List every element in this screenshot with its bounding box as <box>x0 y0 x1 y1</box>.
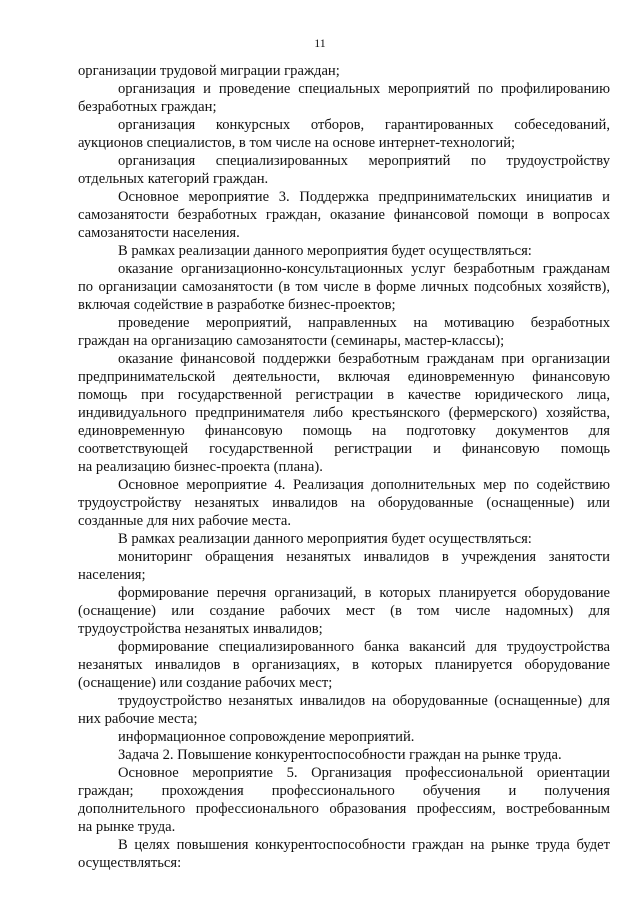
text-line: помощь при государственной регистрации в качестве юридического лица, <box>78 387 610 403</box>
text-line: В рамках реализации данного мероприятия будет осуществляться: <box>118 243 532 259</box>
text-line: граждан; прохождения профессионального обучения и получения <box>78 783 610 799</box>
text-line: соответствующей государственной регистрации и финансовую помощь <box>78 441 610 457</box>
text-line: единовременную финансовую помощь на подготовку документов для <box>78 423 610 439</box>
text-line: предпринимательской деятельности, включая единовременную финансовую <box>78 369 610 385</box>
text-line: них рабочие места; <box>78 711 198 727</box>
text-line: населения; <box>78 567 146 583</box>
text-line: созданные для них рабочие места. <box>78 513 291 529</box>
text-line: отдельных категорий граждан. <box>78 171 269 187</box>
text-line: на рынке труда. <box>78 819 176 835</box>
text-line: дополнительного профессионального образования профессиям, востребованным <box>78 801 610 817</box>
text-line: информационное сопровождение мероприятий. <box>118 729 415 745</box>
text-line: осуществляться: <box>78 855 182 871</box>
text-line: В рамках реализации данного мероприятия будет осуществляться: <box>118 531 532 547</box>
text-line: самозанятости населения. <box>78 225 240 241</box>
text-line: организация конкурсных отборов, гарантированных собеседований, <box>118 117 610 133</box>
text-line: (оснащение) или создание рабочих мест; <box>78 675 333 691</box>
text-line: Задача 2. Повышение конкурентоспособности граждан на рынке труда. <box>118 747 562 763</box>
text-line: (оснащение) или создание рабочих мест (в том числе надомных) для <box>78 603 610 619</box>
text-line: трудоустройству незанятых инвалидов на оборудованные (оснащенные) или <box>78 495 610 511</box>
text-line: на реализацию бизнес-проекта (плана). <box>78 459 323 475</box>
text-line: оказание организационно-консультационных услуг безработным гражданам <box>118 261 610 277</box>
text-line: самозанятости безработных граждан, оказание финансовой помощи в вопросах <box>78 207 610 223</box>
page-number: 11 <box>314 36 326 50</box>
text-line: граждан на организацию самозанятости (семинары, мастер-классы); <box>78 333 505 349</box>
text-line: оказание финансовой поддержки безработным гражданам при организации <box>118 351 610 367</box>
text-line: трудоустройство незанятых инвалидов на оборудованные (оснащенные) для <box>118 693 610 709</box>
text-line: проведение мероприятий, направленных на мотивацию безработных <box>118 315 610 331</box>
text-line: по организации самозанятости (в том числе в форме личных подсобных хозяйств), <box>78 279 610 295</box>
text-line: включая содействие в разработке бизнес-проектов; <box>78 297 396 313</box>
text-line: организация специализированных мероприятий по трудоустройству <box>118 153 610 169</box>
text-line: формирование перечня организаций, в которых планируется оборудование <box>118 585 610 601</box>
text-line: незанятых инвалидов в организациях, в которых планируется оборудование <box>78 657 610 673</box>
text-line: организация и проведение специальных мероприятий по профилированию <box>118 81 610 97</box>
text-line: аукционов специалистов, в том числе на основе интернет-технологий; <box>78 135 516 151</box>
text-line: безработных граждан; <box>78 99 217 115</box>
text-line: мониторинг обращения незанятых инвалидов в учреждения занятости <box>118 549 610 565</box>
text-line: Основное мероприятие 4. Реализация дополнительных мер по содействию <box>118 477 610 493</box>
text-line: трудоустройства незанятых инвалидов; <box>78 621 323 637</box>
text-line: В целях повышения конкурентоспособности граждан на рынке труда будет <box>118 837 610 853</box>
text-line: Основное мероприятие 5. Организация профессиональной ориентации <box>118 765 610 781</box>
text-line: организации трудовой миграции граждан; <box>78 63 340 79</box>
text-line: индивидуального предпринимателя либо крестьянского (фермерского) хозяйства, <box>78 405 610 421</box>
text-line: Основное мероприятие 3. Поддержка предпринимательских инициатив и <box>118 189 610 205</box>
text-line: формирование специализированного банка вакансий для трудоустройства <box>118 639 610 655</box>
